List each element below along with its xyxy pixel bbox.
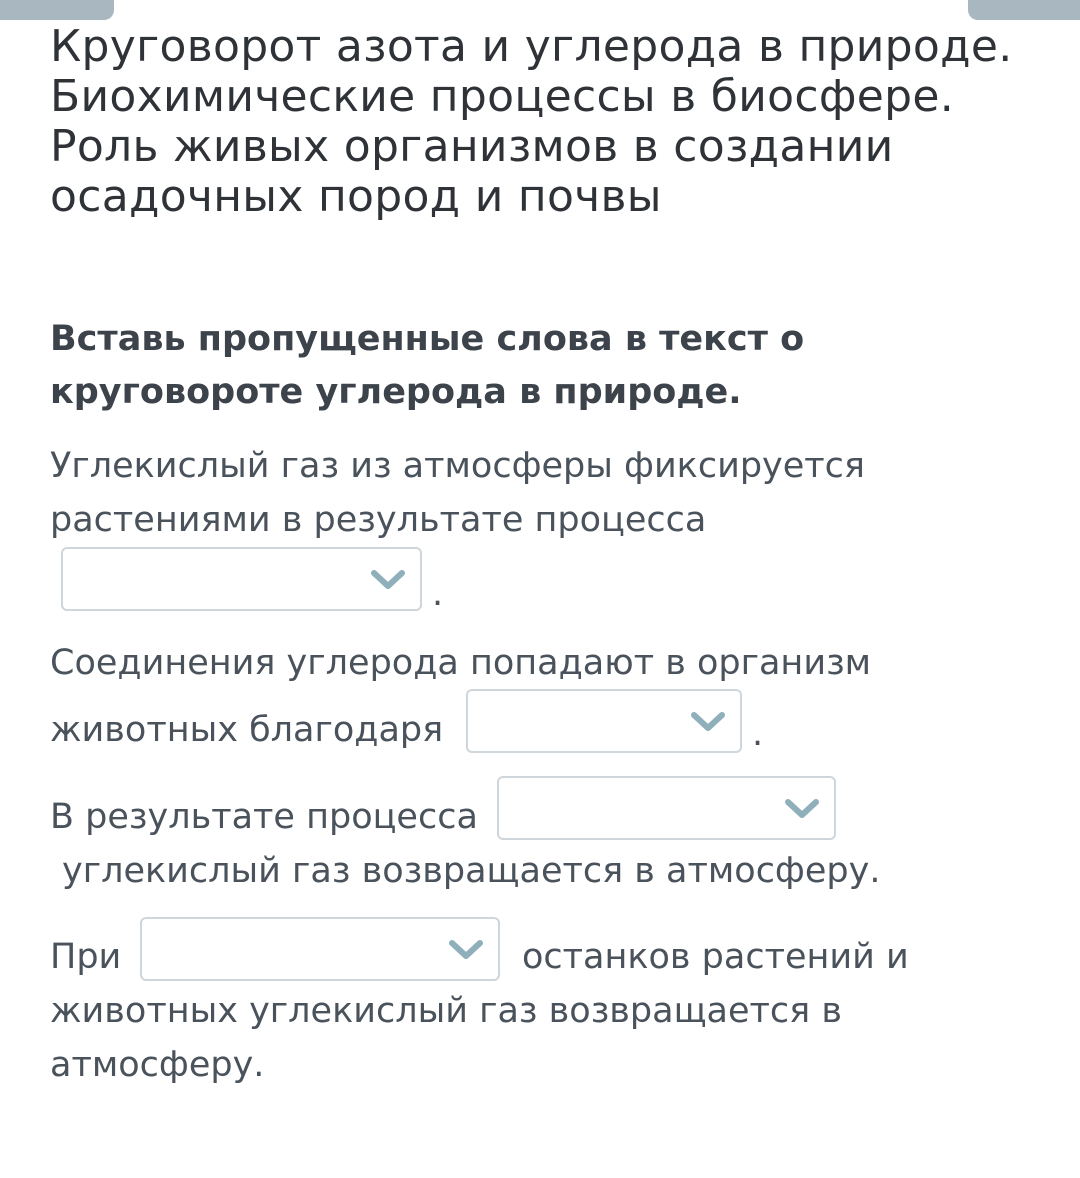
sentence-1-line-1: Углекислый газ из атмосферы фиксируется [50,446,865,486]
sentence-2-period: . [752,714,764,754]
chevron-down-icon [690,711,726,733]
sentence-1-line-2: растениями в результате процесса [50,500,707,540]
blank-dropdown-3[interactable] [497,776,836,840]
sentence-4-line-1-start: При [50,937,122,977]
blank-dropdown-4[interactable] [140,917,500,981]
chevron-down-icon [784,798,820,820]
sentence-2-line-1: Соединения углерода попадают в организм [50,643,872,683]
top-nav-tab-right[interactable] [968,0,1080,20]
sentence-3-line-1: В результате процесса [50,797,478,837]
page-title: Круговорот азота и углерода в природе. Биохимические процессы в биосфере. Роль живых организмов в создании осадочных пород и почвы [50,21,1013,222]
blank-dropdown-2[interactable] [466,689,742,753]
blank-dropdown-1[interactable] [61,547,422,611]
chevron-down-icon [370,569,406,591]
sentence-3-line-2: углекислый газ возвращается в атмосферу. [62,851,881,891]
chevron-down-icon [448,939,484,961]
sentence-4-line-3: атмосферу. [50,1045,265,1085]
top-nav-tab-left[interactable] [0,0,114,20]
sentence-4-line-1-end: останков растений и [522,937,909,977]
task-instruction: Вставь пропущенные слова в текст о круговороте углерода в природе. [50,319,805,412]
sentence-2-line-2: животных благодаря [50,710,444,750]
sentence-4-line-2: животных углекислый газ возвращается в [50,991,842,1031]
sentence-1-period: . [432,574,444,614]
